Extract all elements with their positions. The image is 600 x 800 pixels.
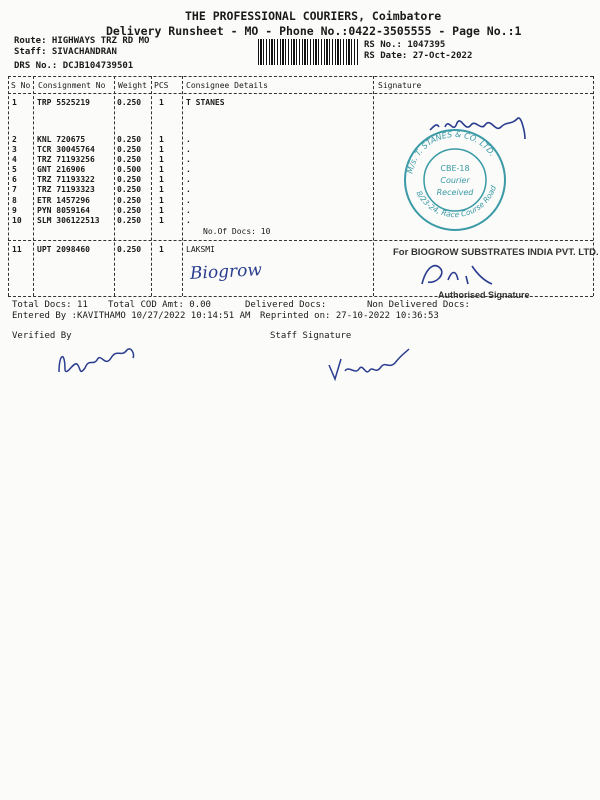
cell-pcs: 1 [159, 206, 164, 215]
group-divider [8, 240, 593, 241]
cell-pcs: 1 [159, 185, 164, 194]
col-header-consignment: Consignment No [38, 81, 106, 90]
cell-weight: 0.500 [117, 165, 142, 174]
total-cod: Total COD Amt: 0.00 [108, 300, 211, 310]
stamp-ring-text: M/s. T. STANES & CO. LTD. [405, 129, 497, 175]
cell-consignee: . [186, 216, 191, 225]
cell-sno: 4 [12, 155, 17, 164]
cell-pcs: 1 [159, 155, 164, 164]
cell-consignment: SLM 306122513 [37, 216, 100, 225]
cell-pcs: 1 [159, 196, 164, 205]
stamp-center-mid: Courier [440, 176, 470, 185]
cell-pcs: 1 [159, 175, 164, 184]
table-row [0, 145, 600, 155]
cell-consignee: . [186, 145, 191, 154]
cell-weight: 0.250 [117, 155, 142, 164]
cell-consignee: . [186, 175, 191, 184]
col-header-sno: S No [11, 81, 31, 90]
cell-sno: 3 [12, 145, 17, 154]
verified-signature [55, 340, 140, 380]
stanes-stamp [400, 125, 510, 235]
cell-sno: 1 [12, 98, 17, 107]
cell-sno: 6 [12, 175, 17, 184]
col-header-pcs: PCS [154, 81, 169, 90]
cell-weight: 0.250 [117, 185, 142, 194]
stamp-center-bottom: Received [436, 188, 474, 197]
cell-sno: 2 [12, 135, 17, 144]
company-title: THE PROFESSIONAL COURIERS, Coimbatore [185, 9, 442, 23]
col-header-weight: Weight [118, 81, 147, 90]
cell-weight: 0.250 [117, 98, 142, 107]
cell-weight: 0.250 [117, 145, 142, 154]
cell-sno: 5 [12, 165, 17, 174]
barcode [258, 39, 358, 65]
authorised-signature-scribble [412, 258, 502, 288]
cell-consignment: GNT 216906 [37, 165, 86, 174]
table-row [0, 165, 600, 175]
staff-signature-label: Staff Signature [270, 331, 352, 341]
non-delivered-docs: Non Delivered Docs: [367, 300, 470, 310]
cell-pcs: 1 [159, 98, 164, 107]
total-docs: Total Docs: 11 [12, 300, 88, 310]
rs-date: RS Date: 27-Oct-2022 [364, 51, 473, 61]
cell-consignment: TRZ 71193323 [37, 185, 95, 194]
table-row [0, 206, 600, 216]
cell-consignee: LAKSMI [186, 245, 215, 254]
group1-doc-count: No.Of Docs: 10 [203, 227, 271, 236]
delivered-docs: Delivered Docs: [245, 300, 327, 310]
cell-sno: 9 [12, 206, 17, 215]
cell-weight: 0.250 [117, 196, 142, 205]
cell-consignment: TRZ 71193322 [37, 175, 95, 184]
cell-consignment: ETR 1457296 [37, 196, 90, 205]
table-top-rule [8, 76, 593, 77]
cell-consignment: UPT 2098460 [37, 245, 90, 254]
cell-consignee: . [186, 185, 191, 194]
cell-weight: 0.250 [117, 135, 142, 144]
cell-sno: 8 [12, 196, 17, 205]
rs-number: RS No.: 1047395 [364, 40, 446, 50]
cell-consignment: TRP 5525219 [37, 98, 90, 107]
cell-consignment: KNL 720675 [37, 135, 86, 144]
staff-signature [325, 345, 415, 385]
runsheet-subtitle: Delivery Runsheet - MO - Phone No.:0422-3505555 - Page No.:1 [106, 24, 522, 38]
table-row [0, 155, 600, 165]
route: Route: HIGHWAYS TRZ RD MO [14, 36, 150, 46]
cell-consignment: PYN 8059164 [37, 206, 90, 215]
cell-consignee: . [186, 196, 191, 205]
cell-consignment: TCR 30045764 [37, 145, 95, 154]
biogrow-company: For BIOGROW SUBSTRATES INDIA PVT. LTD. [393, 247, 599, 258]
table-row [0, 196, 600, 206]
authorised-signature-label: Authorised Signature [438, 290, 530, 300]
stamp-center-top: CBE-18 [440, 164, 470, 173]
col-header-signature: Signature [378, 81, 422, 90]
table-header-rule [8, 93, 593, 94]
table-row [0, 185, 600, 195]
cell-pcs: 1 [159, 135, 164, 144]
cell-consignee: . [186, 206, 191, 215]
col-header-consignee: Consignee Details [186, 81, 268, 90]
cell-sno: 11 [12, 245, 22, 254]
cell-sno: 7 [12, 185, 17, 194]
cell-consignee: . [186, 165, 191, 174]
cell-weight: 0.250 [117, 245, 142, 254]
cell-pcs: 1 [159, 145, 164, 154]
cell-pcs: 1 [159, 245, 164, 254]
cell-pcs: 1 [159, 216, 164, 225]
cell-weight: 0.250 [117, 175, 142, 184]
cell-consignee: . [186, 155, 191, 164]
table-row [0, 175, 600, 185]
cell-weight: 0.250 [117, 206, 142, 215]
drs-number: DRS No.: DCJB104739501 [14, 61, 134, 71]
cell-consignment: TRZ 71193256 [37, 155, 95, 164]
table-row [0, 216, 600, 226]
cell-pcs: 1 [159, 165, 164, 174]
cell-weight: 0.250 [117, 216, 142, 225]
handwritten-biogrow: Biogrow [189, 260, 263, 284]
cell-sno: 10 [12, 216, 22, 225]
entered-by: Entered By :KAVITHAMO 10/27/2022 10:14:51 AM [12, 311, 251, 321]
staff: Staff: SIVACHANDRAN [14, 47, 117, 57]
cell-consignee: . [186, 135, 191, 144]
reprinted-on: Reprinted on: 27-10-2022 10:36:53 [260, 311, 439, 321]
stamp-ring-bottom: 8/23-24, Race Course Road [414, 184, 499, 220]
cell-consignee: T STANES [186, 98, 225, 107]
verified-by-label: Verified By [12, 331, 72, 341]
